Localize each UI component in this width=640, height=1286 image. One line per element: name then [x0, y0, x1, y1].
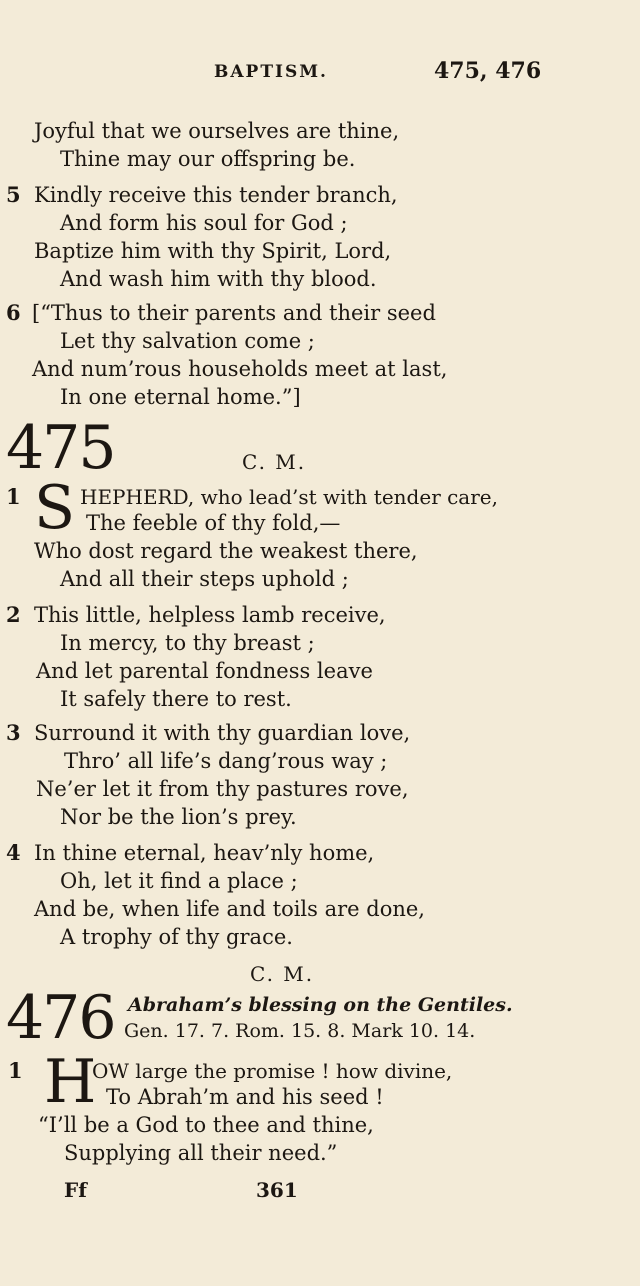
stanza-number: 6: [6, 300, 21, 325]
page-number: 361: [256, 1178, 298, 1202]
verse-line: The feeble of thy fold,—: [86, 511, 341, 535]
stanza-number: 1: [8, 1058, 23, 1083]
verse-line: Supplying all their need.”: [64, 1141, 338, 1165]
signature-mark: Ff: [64, 1178, 87, 1202]
verse-line: HEPHERD, who lead’st with tender care,: [80, 485, 498, 509]
verse-line: And be, when life and toils are done,: [34, 897, 425, 921]
verse-line: [“Thus to their parents and their seed: [32, 301, 436, 325]
verse-line: Thro’ all life’s dang’rous way ;: [64, 749, 388, 773]
verse-line: In mercy, to thy breast ;: [60, 631, 315, 655]
verse-line: And form his soul for God ;: [60, 211, 348, 235]
stanza-number: 3: [6, 720, 21, 745]
verse-line: Baptize him with thy Spirit, Lord,: [34, 239, 392, 263]
hymn-number: 476: [6, 983, 115, 1053]
verse-line: “I’ll be a God to thee and thine,: [38, 1113, 374, 1137]
hymn-meter: C. M.: [250, 962, 315, 986]
stanza-number: 5: [6, 182, 21, 207]
page-range: 475, 476: [434, 58, 542, 84]
verse-line: In one eternal home.”]: [60, 385, 301, 409]
verse-line: Oh, let it find a place ;: [60, 869, 298, 893]
verse-line: Who dost regard the weakest there,: [34, 539, 418, 563]
verse-line: And let parental fondness leave: [36, 659, 373, 683]
verse-line: This little, helpless lamb receive,: [34, 603, 386, 627]
verse-line: And num’rous households meet at last,: [32, 357, 448, 381]
hymn-number: 475: [6, 413, 115, 483]
verse-line: Surround it with thy guardian love,: [34, 721, 411, 745]
verse-line: And all their steps uphold ;: [60, 567, 349, 591]
drop-cap: S: [34, 473, 76, 543]
stanza-number: 4: [6, 840, 21, 865]
verse-line: Nor be the lion’s prey.: [60, 805, 297, 829]
verse-line: OW large the promise ! how divine,: [92, 1059, 453, 1083]
verse-line: Ne’er let it from thy pastures rove,: [36, 777, 409, 801]
hymn-meter: C. M.: [242, 450, 307, 474]
scripture-references: Gen. 17. 7. Rom. 15. 8. Mark 10. 14.: [124, 1020, 476, 1042]
stanza-number: 1: [6, 484, 21, 509]
running-head: BAPTISM.: [214, 62, 328, 82]
drop-cap: H: [44, 1047, 97, 1117]
verse-line: In thine eternal, heav’nly home,: [34, 841, 375, 865]
verse-line: A trophy of thy grace.: [60, 925, 293, 949]
verse-line: And wash him with thy blood.: [60, 267, 377, 291]
verse-line: Let thy salvation come ;: [60, 329, 315, 353]
verse-line: To Abrah’m and his seed !: [106, 1085, 384, 1109]
verse-line: Joyful that we ourselves are thine,: [34, 119, 400, 143]
stanza-number: 2: [6, 602, 21, 627]
hymn-title: Abraham’s blessing on the Gentiles.: [128, 994, 513, 1016]
verse-line: Thine may our offspring be.: [60, 147, 356, 171]
verse-line: Kindly receive this tender branch,: [34, 183, 398, 207]
verse-line: It safely there to rest.: [60, 687, 292, 711]
